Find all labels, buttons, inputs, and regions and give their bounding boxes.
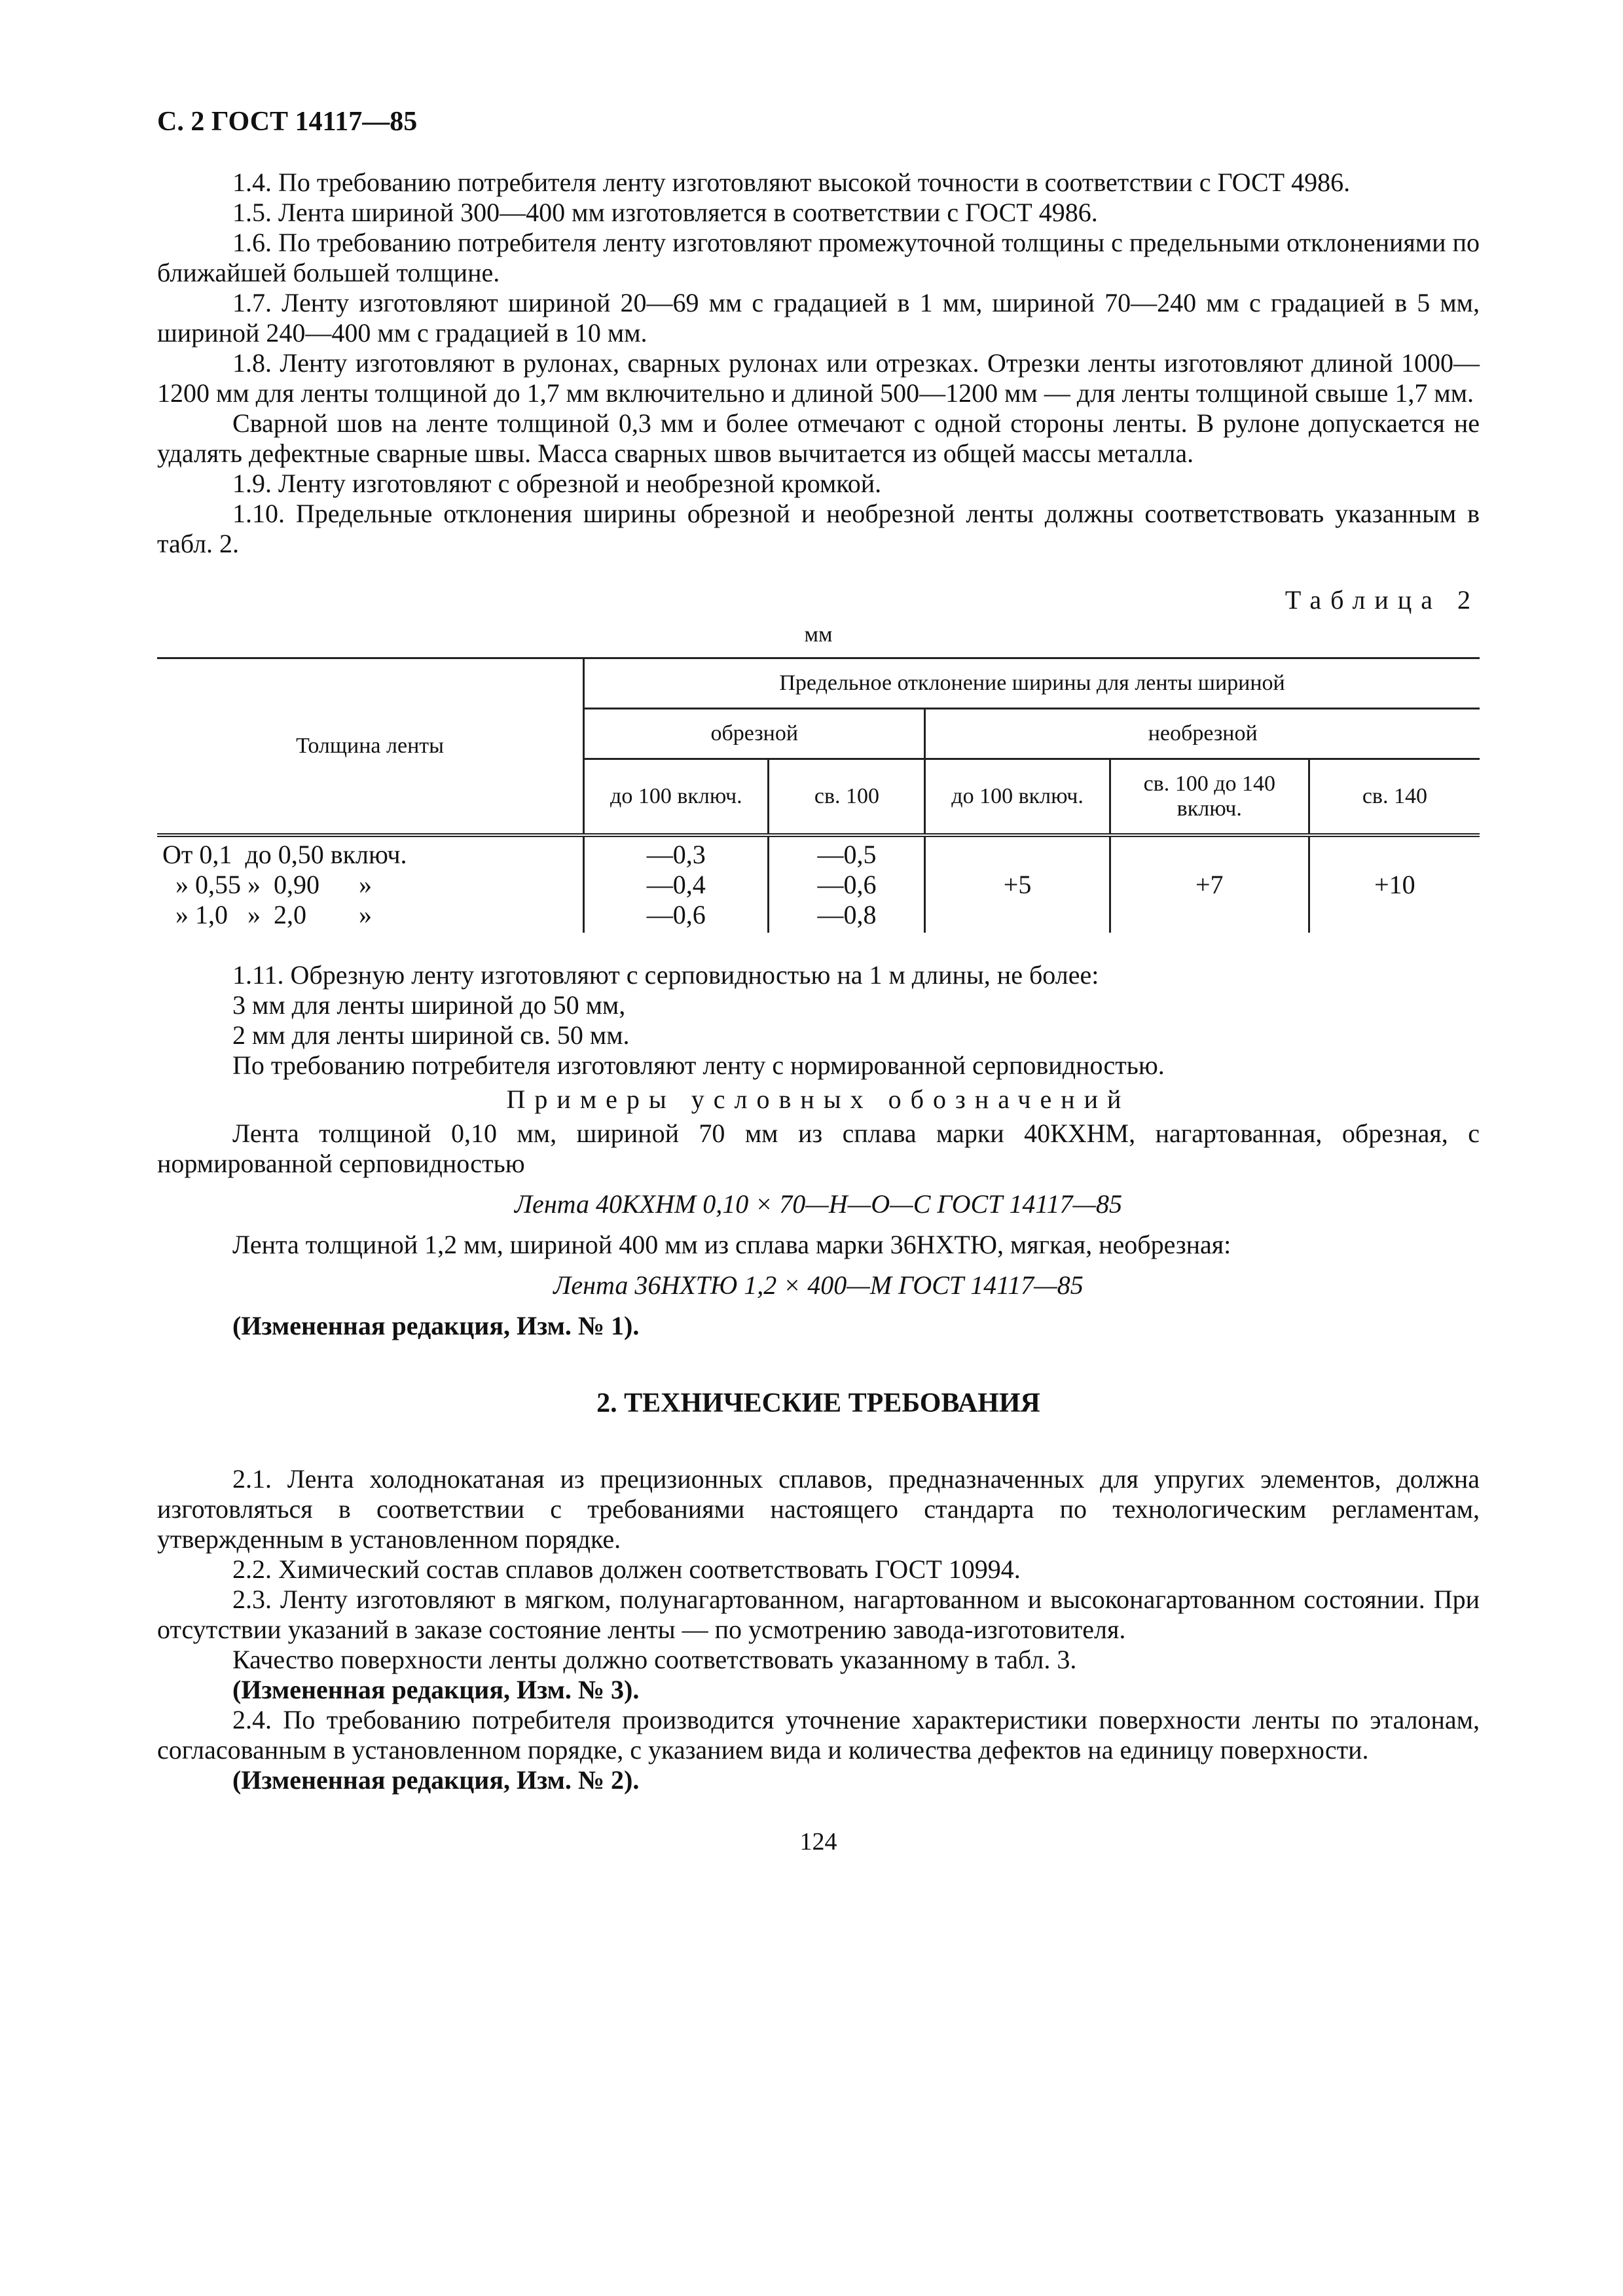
paragraph-2-3: 2.3. Ленту изготовляют в мягком, полунагартованном, нагартованном и высоконагартованном состоянии. При отсутствии указаний в заказе состояние ленты — по усмотрению завода-изготовителя.	[157, 1585, 1480, 1644]
cell-uncut-over140: +10	[1309, 835, 1480, 933]
example-1-designation: Лента 40КХНМ 0,10 × 70—Н—О—С ГОСТ 14117—85	[514, 1189, 1123, 1219]
revision-note-3: (Измененная редакция, Изм. № 3).	[232, 1675, 640, 1704]
subheader-uncut-upto100: до 100 включ.	[925, 759, 1110, 836]
paragraph-1-6: 1.6. По требованию потребителя ленту изготовляют промежуточной толщины с предельными отклонениями по ближайшей большей толщине.	[157, 228, 1480, 287]
paragraph-1-7: 1.7. Ленту изготовляют шириной 20—69 мм с градацией в 1 мм, шириной 70—240 мм с градацией в 5 мм, шириной 240—400 мм с градацией в 10 мм.	[157, 288, 1480, 348]
example-2-designation: Лента 36НХТЮ 1,2 × 400—М ГОСТ 14117—85	[553, 1270, 1084, 1300]
header-uncut: необрезной	[925, 709, 1480, 759]
document-page	[157, 105, 1480, 1857]
paragraph-weld: Сварной шов на ленте толщиной 0,3 мм и более отмечают с одной стороны ленты. В рулоне допускается не удалять дефектные сварные швы. Масса сварных швов вычитается из общей массы металла.	[157, 408, 1480, 468]
header-cut: обрезной	[584, 709, 925, 759]
cell-thickness-ranges: От 0,1 до 0,50 включ. » 0,55 » 0,90 » » 1,0 » 2,0 »	[162, 840, 407, 929]
table-caption: Таблица 2	[1285, 585, 1480, 615]
width-deviation-table	[157, 657, 1480, 933]
header-thickness: Толщина ленты	[157, 658, 584, 836]
paragraph-2-2: 2.2. Химический состав сплавов должен соответствовать ГОСТ 10994.	[232, 1554, 1021, 1584]
paragraph-2-1: 2.1. Лента холоднокатаная из прецизионных сплавов, предназначенных для упругих элементов, должна изготовляться в соответствии с требованиями настоящего стандарта по технологическим регламентам, утвержденным в установленном порядке.	[157, 1464, 1480, 1554]
cell-cut-over100: —0,5 —0,6 —0,8	[769, 835, 925, 933]
cell-cut-upto100: —0,3 —0,4 —0,6	[584, 835, 769, 933]
cell-uncut-100-140: +7	[1110, 835, 1309, 933]
section-title: 2. ТЕХНИЧЕСКИЕ ТРЕБОВАНИЯ	[596, 1388, 1040, 1418]
subheader-uncut-over140: св. 140	[1309, 759, 1480, 836]
paragraph-1-4: 1.4. По требованию потребителя ленту изготовляют высокой точности в соответствии с ГОСТ 4986.	[232, 168, 1351, 197]
page-number: 124	[799, 1828, 837, 1856]
examples-title: Примеры условных обозначений	[506, 1085, 1131, 1114]
paragraph-camber-50: 3 мм для ленты шириной до 50 мм,	[232, 990, 626, 1020]
subheader-uncut-100-140: св. 100 до 140 включ.	[1110, 759, 1309, 836]
page-header: С. 2 ГОСТ 14117—85	[157, 107, 418, 137]
paragraph-1-8: 1.8. Ленту изготовляют в рулонах, сварных рулонах или отрезках. Отрезки ленты изготовляют длиной 1000—1200 мм для ленты толщиной до 1,7 мм включительно и длиной 500—1200 мм — для ленты толщиной свыше 1,7 мм.	[157, 348, 1480, 408]
paragraph-1-10: 1.10. Предельные отклонения ширины обрезной и необрезной ленты должны соответствовать указанным в табл. 2.	[157, 499, 1480, 558]
subheader-cut-upto100: до 100 включ.	[584, 759, 769, 836]
paragraph-1-5: 1.5. Лента шириной 300—400 мм изготовляется в соответствии с ГОСТ 4986.	[232, 198, 1098, 227]
subheader-cut-over100: св. 100	[769, 759, 925, 836]
revision-note-1: (Измененная редакция, Изм. № 1).	[232, 1311, 640, 1340]
paragraph-2-4: 2.4. По требованию потребителя производится уточнение характеристики поверхности ленты по эталонам, согласованным в установленном порядке, с указанием вида и количества дефектов на единицу поверхности.	[157, 1705, 1480, 1765]
paragraph-camber-over50: 2 мм для ленты шириной св. 50 мм.	[232, 1020, 630, 1050]
cell-uncut-upto100: +5	[925, 835, 1110, 933]
paragraph-1-11: 1.11. Обрезную ленту изготовляют с серповидностью на 1 м длины, не более:	[232, 960, 1099, 990]
example-2-text: Лента толщиной 1,2 мм, шириной 400 мм из сплава марки 36НХТЮ, мягкая, необрезная:	[232, 1230, 1231, 1259]
revision-note-2: (Измененная редакция, Изм. № 2).	[232, 1765, 640, 1795]
paragraph-1-9: 1.9. Ленту изготовляют с обрезной и необрезной кромкой.	[232, 469, 882, 498]
paragraph-normalized-camber: По требованию потребителя изготовляют ленту с нормированной серповидностью.	[232, 1050, 1165, 1080]
paragraph-surface-quality: Качество поверхности ленты должно соответствовать указанному в табл. 3.	[232, 1645, 1077, 1674]
table-unit: мм	[804, 622, 833, 647]
example-1-text: Лента толщиной 0,10 мм, шириной 70 мм из сплава марки 40КХНМ, нагартованная, обрезная, с нормированной серповидностью	[157, 1119, 1480, 1178]
header-deviation-group: Предельное отклонение ширины для ленты шириной	[584, 658, 1480, 709]
